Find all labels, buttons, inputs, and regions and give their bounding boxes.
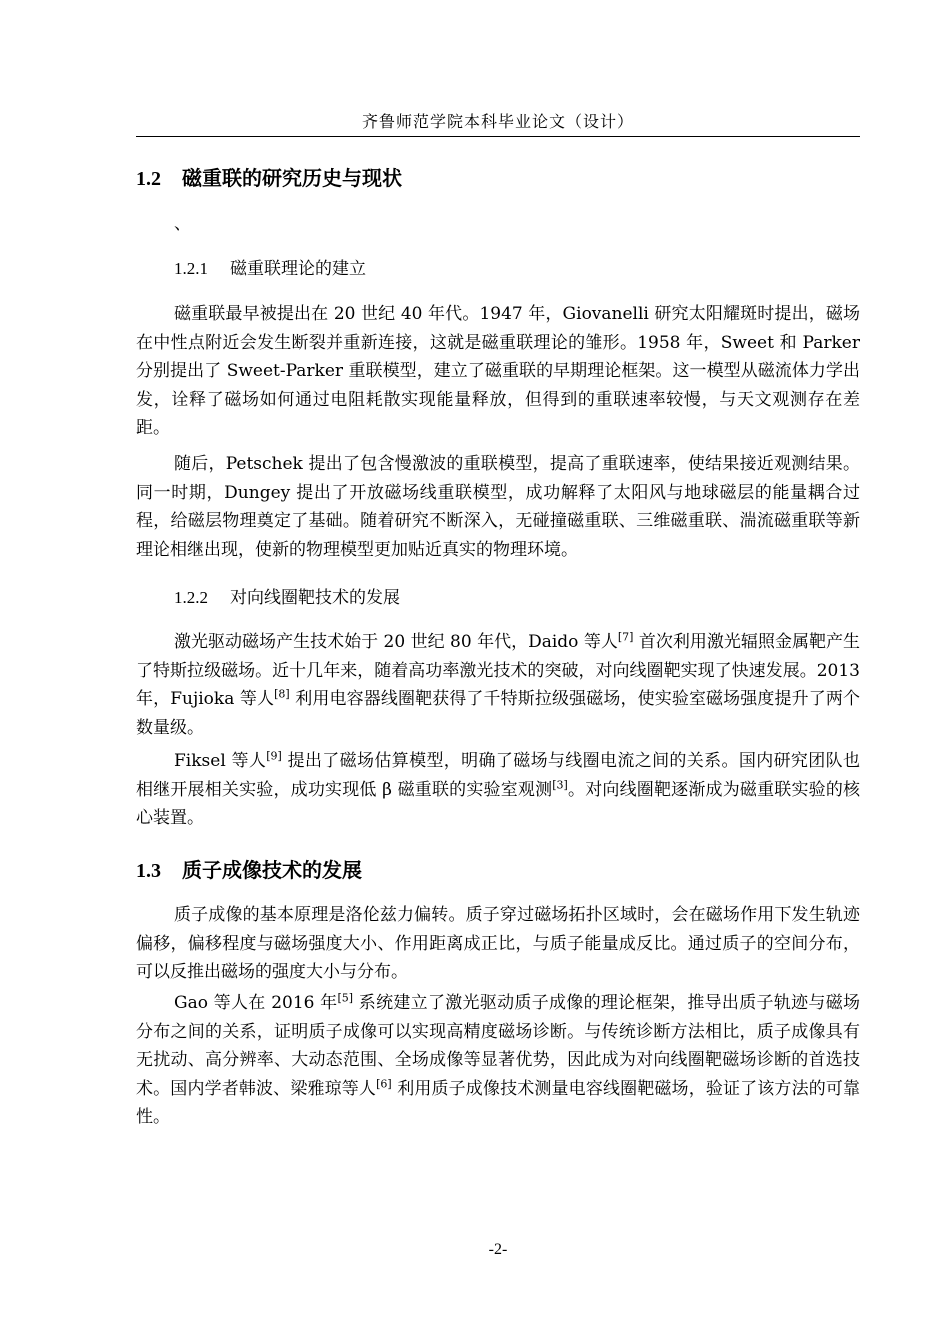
citation-ref: [8] <box>274 687 290 701</box>
section-number: 1.3 <box>136 860 161 882</box>
section-title: 质子成像技术的发展 <box>182 858 362 882</box>
citation-ref: [5] <box>337 991 354 1005</box>
paragraph-text: 激光驱动磁场产生技术始于 20 世纪 80 年代，Daido 等人 <box>174 632 618 652</box>
subsection-title: 磁重联理论的建立 <box>230 259 366 279</box>
subsection-number: 1.2.2 <box>174 588 208 607</box>
section-heading-1-2 <box>136 164 402 193</box>
paragraph-proton-imaging-development <box>136 989 860 1132</box>
section-heading-1-3 <box>136 856 362 885</box>
paragraph-text: Fiksel 等人 <box>174 751 267 771</box>
subsection-heading-1-2-1 <box>174 257 366 281</box>
subsection-number: 1.2.1 <box>174 259 208 278</box>
page-header-title: 齐鲁师范学院本科毕业论文（设计） <box>361 112 634 131</box>
paragraph-text: 首次利用激光辐照金属靶产生了特斯拉级磁场。近十几年来，随着高功率激光技术的突破，对向线圈靶实现了快速发展。2013 年，Fujioka 等人 <box>136 632 860 709</box>
paragraph-text: 利用质子成像技术测量电容线圈靶磁场，验证了该方法的可靠性。 <box>136 1078 861 1127</box>
paragraph-proton-imaging-principle: 质子成像的基本原理是洛伦兹力偏转。质子穿过磁场拓扑区域时，会在磁场作用下发生轨迹偏移，偏移程度与磁场强度大小、作用距离成正比，与质子能量成反比。通过质子的空间分布，可以反推出磁场的强度大小与分布。 <box>136 905 860 982</box>
paragraph-reconnection-models: 随后，Petschek 提出了包含慢激波的重联模型，提高了重联速率，使结果接近观测结果。同一时期，Dungey 提出了开放磁场线重联模型，成功解释了太阳风与地球磁层的能量耦合过程，给磁层物理奠定了基础。随着研究不断深入，无碰撞磁重联、三维磁重联、湍流磁重联等新理论相继出现，使新的物理模型更加贴近真实的物理环境。 <box>136 454 860 560</box>
header-divider <box>136 136 860 137</box>
section-title: 磁重联的研究历史与现状 <box>182 166 402 190</box>
stray-punctuation: 、 <box>174 214 191 234</box>
citation-ref: [9] <box>266 749 282 763</box>
paragraph-text: 提出了磁场估算模型，明确了磁场与线圈电流之间的关系。国内研究团队也相继开展相关实验，成功实现低 β 磁重联的实验室观测 <box>136 751 860 800</box>
subsection-title: 对向线圈靶技术的发展 <box>230 588 400 608</box>
paragraph-coil-target-history <box>136 628 860 742</box>
paragraph-text: 系统建立了激光驱动质子成像的理论框架，推导出质子轨迹与磁场分布之间的关系，证明质子成像可以实现高精度磁场诊断。与传统诊断方法相比，质子成像具有无扰动、高分辨率、大动态范围、全场成像等显著优势，因此成为对向线圈靶磁场诊断的首选技术。国内学者韩波、梁雅琼等人 <box>136 993 860 1099</box>
paragraph-coil-target-model <box>136 747 860 833</box>
section-number: 1.2 <box>136 168 161 190</box>
subsection-heading-1-2-2 <box>174 586 400 610</box>
paragraph-text: 。对向线圈靶逐渐成为磁重联实验的核心装置。 <box>136 779 861 828</box>
citation-ref: [6] <box>376 1076 392 1090</box>
paragraph-reconnection-theory: 磁重联最早被提出在 20 世纪 40 年代。1947 年，Giovanelli 研究太阳耀斑时提出，磁场在中性点附近会发生断裂并重新连接，这就是磁重联理论的雏形。1958 年，Sweet 和 Parker 分别提出了 Sweet-Parker 重联模型，建立了磁重联的早期理论框架。这一模型从磁流体力学出发，诠释了磁场如何通过电阻耗散实现能量释放，但得到的重联速率较慢，与天文观测存在差距。 <box>136 304 860 438</box>
citation-ref: [3] <box>552 777 568 791</box>
paragraph-text: 利用电容器线圈靶获得了千特斯拉级强磁场，使实验室磁场强度提升了两个数量级。 <box>136 689 861 738</box>
paragraph-text: Gao 等人在 2016 年 <box>174 993 338 1013</box>
page-number: -2- <box>488 1241 508 1258</box>
citation-ref: [7] <box>617 630 634 644</box>
